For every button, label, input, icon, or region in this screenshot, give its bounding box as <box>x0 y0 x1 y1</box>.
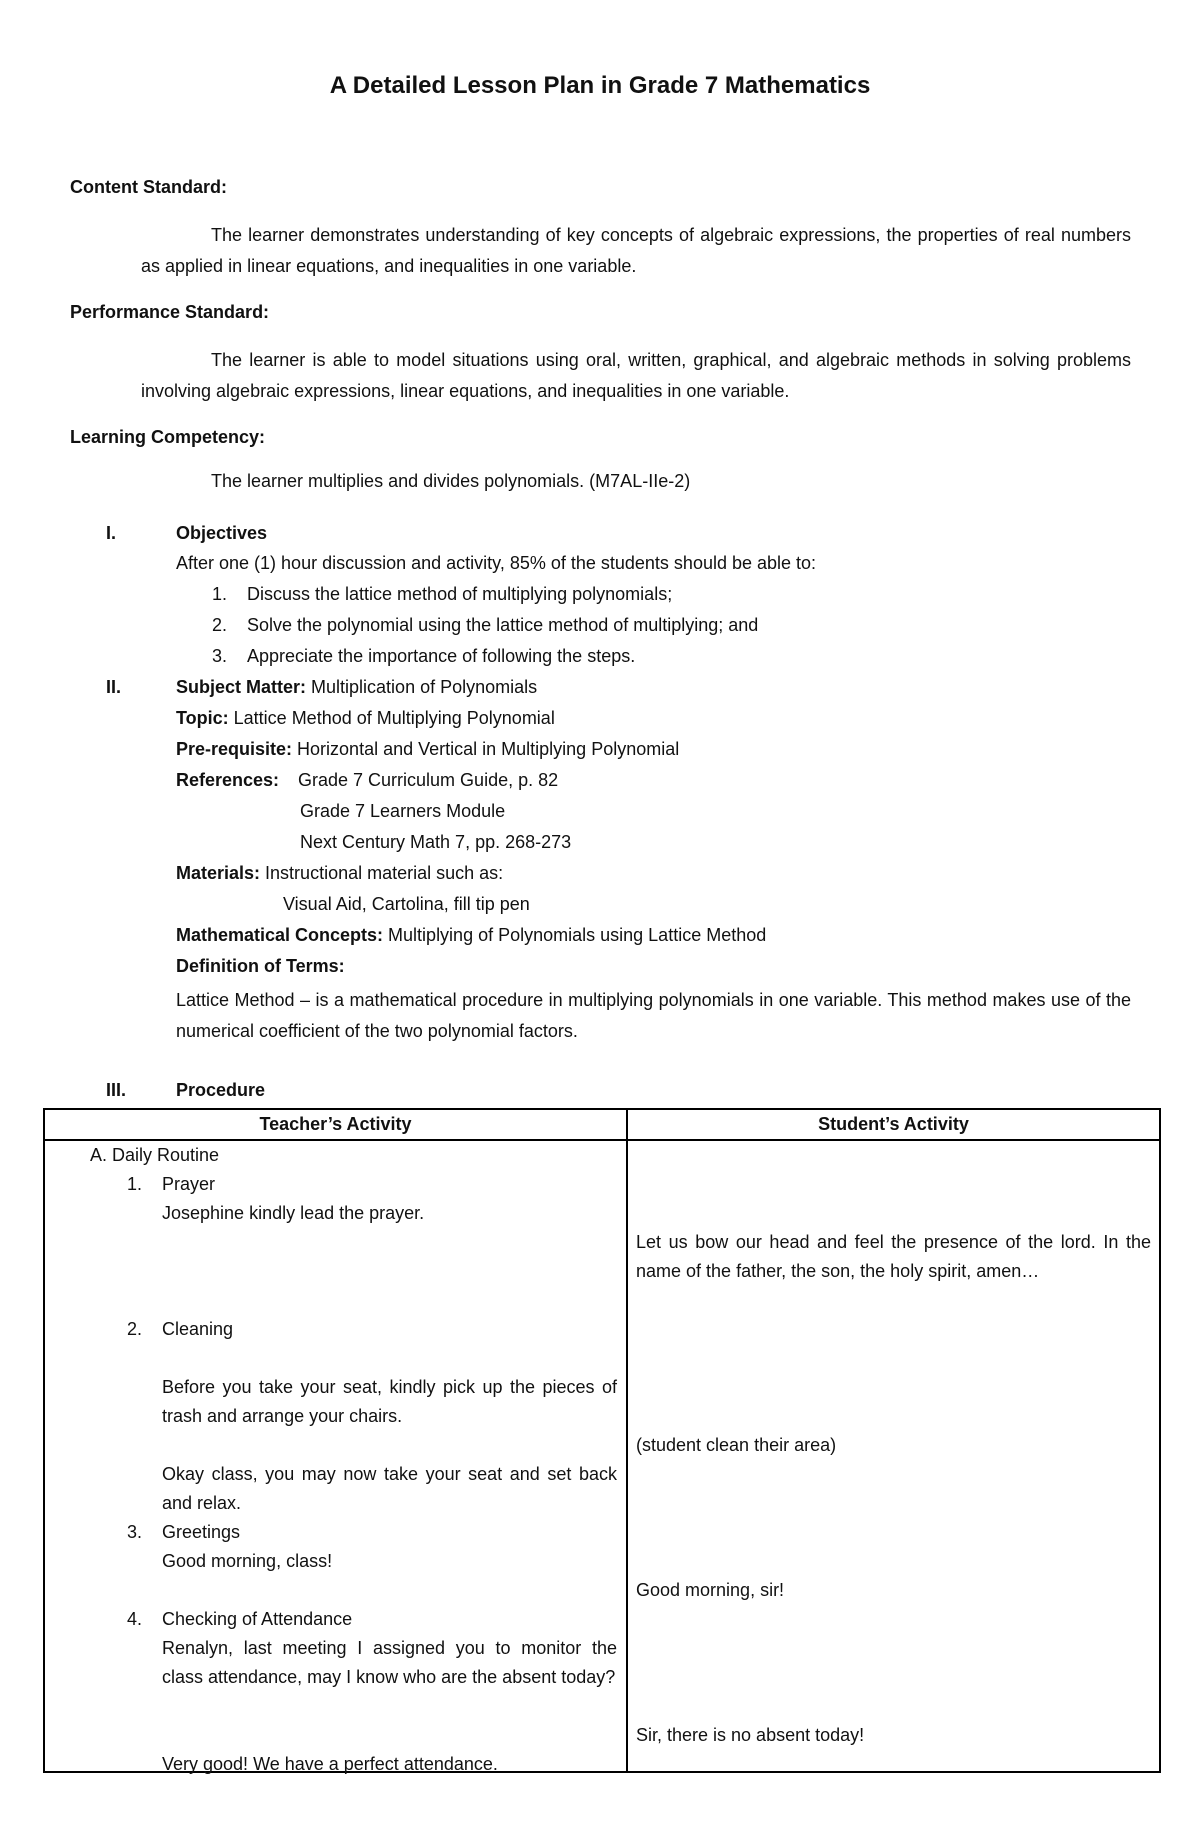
objectives-heading: Objectives <box>176 523 268 543</box>
student-activity-header: Student’s Activity <box>627 1109 1160 1140</box>
objective-item: Appreciate the importance of following the steps. <box>247 646 636 666</box>
cleaning-heading: Cleaning <box>162 1319 234 1339</box>
definition-text: Lattice Method – is a mathematical procedure in multiplying polynomials in one variable. This method makes use of the numerical coefficient of the two polynomial factors. <box>176 990 1131 1041</box>
materials-value: Instructional material such as: <box>260 863 504 883</box>
content-standard-label: Content Standard: <box>70 177 227 197</box>
objectives-intro: After one (1) hour discussion and activity, 85% of the students should be able to: <box>176 553 817 573</box>
procedure-heading: Procedure <box>176 1080 266 1100</box>
greetings-heading: Greetings <box>162 1522 241 1542</box>
prerequisite-value: Horizontal and Vertical in Multiplying Polynomial <box>292 739 680 759</box>
concepts-label: Mathematical Concepts: <box>176 925 384 945</box>
greeting-response: Good morning, sir! <box>636 1580 785 1600</box>
attendance-question: Renalyn, last meeting I assigned you to monitor the class attendance, may I know who are the absent today? <box>162 1638 617 1687</box>
prayer-response: Let us bow our head and feel the presence of the lord. In the name of the father, the son, the holy spirit, amen… <box>636 1232 1151 1281</box>
routine-step-number: 2. <box>127 1319 143 1339</box>
topic-line <box>176 708 555 729</box>
concepts-line <box>176 925 766 946</box>
attendance-heading: Checking of Attendance <box>162 1609 353 1629</box>
document-title: A Detailed Lesson Plan in Grade 7 Mathematics <box>329 72 871 99</box>
objective-number: 3. <box>212 646 228 666</box>
teacher-activity-cell <box>44 1140 627 1772</box>
materials-label: Materials: <box>176 863 261 883</box>
topic-value: Lattice Method of Multiplying Polynomial <box>228 708 555 728</box>
reference-item: Grade 7 Learners Module <box>300 801 506 821</box>
attendance-followup: Very good! We have a perfect attendance. <box>162 1754 498 1774</box>
procedure-table <box>43 1108 1161 1773</box>
greetings-text: Good morning, class! <box>162 1551 333 1571</box>
daily-routine-heading: A. Daily Routine <box>90 1145 220 1165</box>
prerequisite-line <box>176 739 679 760</box>
prayer-instruction: Josephine kindly lead the prayer. <box>162 1203 425 1223</box>
cleaning-followup: Okay class, you may now take your seat and set back and relax. <box>162 1464 617 1513</box>
references-label: References: <box>176 770 280 790</box>
topic-label: Topic: <box>176 708 229 728</box>
routine-step-number: 4. <box>127 1609 143 1629</box>
objective-item: Solve the polynomial using the lattice method of multiplying; and <box>247 615 759 635</box>
attendance-response: Sir, there is no absent today! <box>636 1725 865 1745</box>
concepts-value: Multiplying of Polynomials using Lattice Method <box>383 925 767 945</box>
subject-matter-line <box>176 677 537 698</box>
learning-competency-text: The learner multiplies and divides polynomials. (M7AL-IIe-2) <box>211 471 691 491</box>
definition-label: Definition of Terms: <box>176 956 345 976</box>
objective-number: 2. <box>212 615 228 635</box>
subject-matter-label: Subject Matter: <box>176 677 307 697</box>
objective-item: Discuss the lattice method of multiplying polynomials; <box>247 584 673 604</box>
materials-list: Visual Aid, Cartolina, fill tip pen <box>283 894 530 914</box>
procedure-number: III. <box>106 1080 127 1100</box>
objectives-number: I. <box>106 523 117 543</box>
reference-item: Next Century Math 7, pp. 268-273 <box>300 832 572 852</box>
subject-matter-number: II. <box>106 677 122 697</box>
cleaning-instruction: Before you take your seat, kindly pick up the pieces of trash and arrange your chairs. <box>162 1377 617 1426</box>
objective-number: 1. <box>212 584 228 604</box>
performance-standard-text: The learner is able to model situations using oral, written, graphical, and algebraic methods in solving problems involving algebraic expressions, linear equations, and inequalities in one variable. <box>141 350 1131 401</box>
content-standard-text: The learner demonstrates understanding of key concepts of algebraic expressions, the properties of real numbers as applied in linear equations, and inequalities in one variable. <box>141 225 1131 276</box>
performance-standard-label: Performance Standard: <box>70 302 270 322</box>
teacher-activity-header: Teacher’s Activity <box>44 1109 627 1140</box>
prerequisite-label: Pre-requisite: <box>176 739 293 759</box>
learning-competency-label: Learning Competency: <box>70 427 266 447</box>
prayer-heading: Prayer <box>162 1174 216 1194</box>
routine-step-number: 3. <box>127 1522 143 1542</box>
student-activity-cell <box>627 1140 1160 1772</box>
cleaning-response: (student clean their area) <box>636 1435 837 1455</box>
subject-matter-value: Multiplication of Polynomials <box>306 677 538 697</box>
routine-step-number: 1. <box>127 1174 143 1194</box>
materials-line <box>176 863 503 884</box>
reference-item: Grade 7 Curriculum Guide, p. 82 <box>298 770 559 790</box>
